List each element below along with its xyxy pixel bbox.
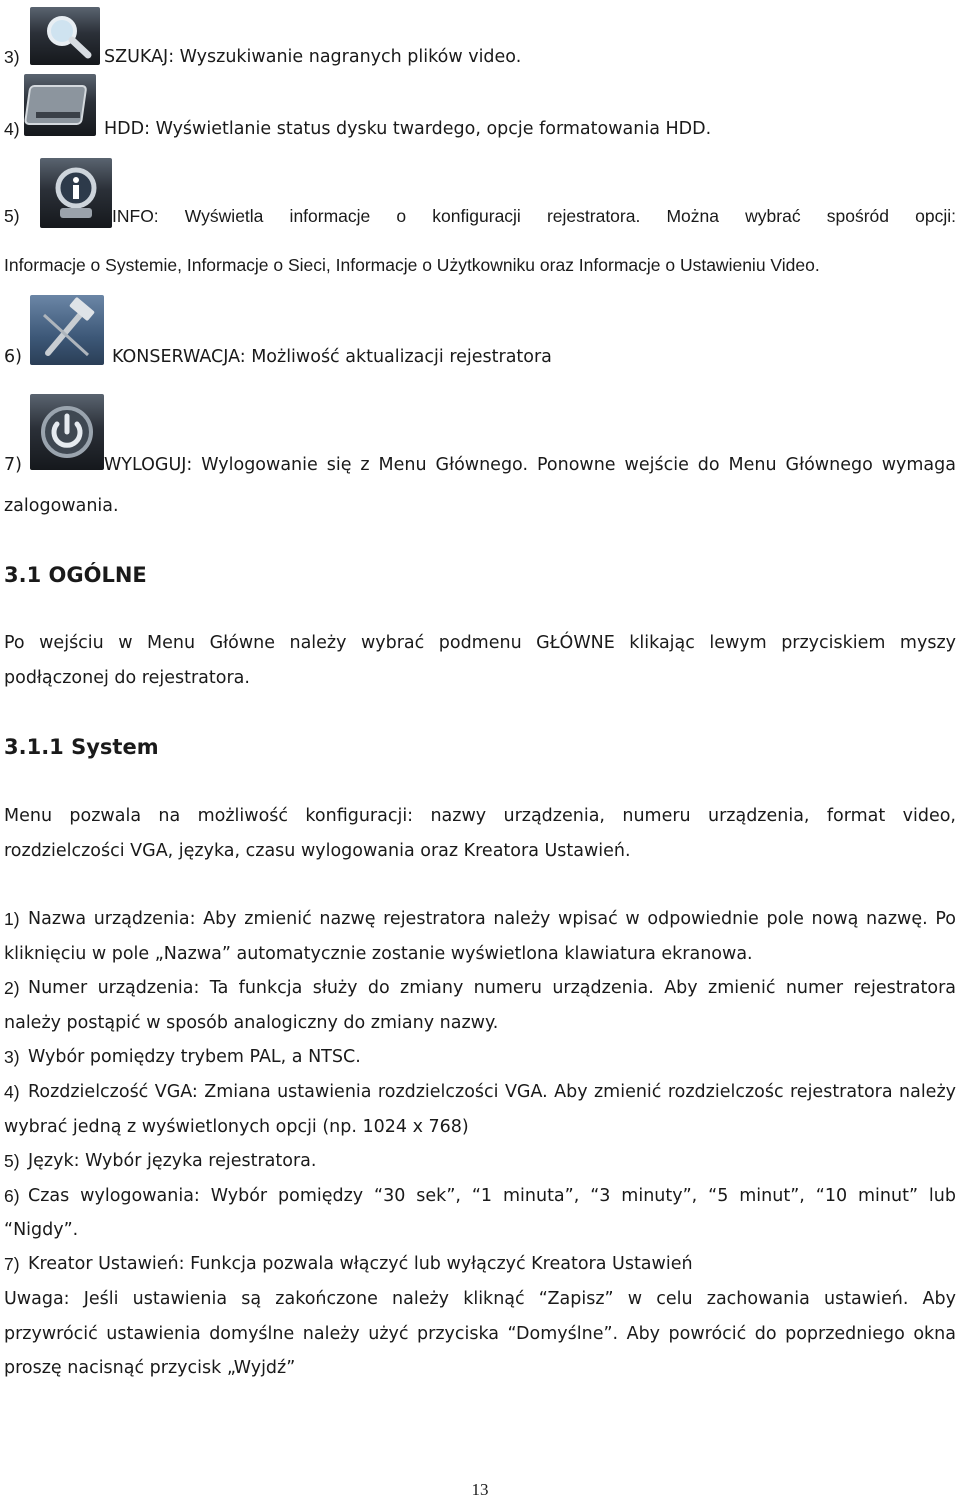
list-item-2-line2: należy postąpić w sposób analogiczny do zmiany nazwy. [4, 1013, 499, 1033]
item-6-text: KONSERWACJA: Możliwość aktualizacji rejestratora [112, 347, 552, 367]
list-item-5-line1: Język: Wybór języka rejestratora. [28, 1151, 317, 1171]
item-5-text-line1: INFO: Wyświetla informacje o konfiguracji rejestratora. Można wybrać spośród opcji: [112, 206, 956, 226]
page-number: 13 [471, 1480, 489, 1499]
hdd-icon [24, 74, 96, 136]
item-3-text: SZUKAJ: Wyszukiwanie nagranych plików video. [104, 47, 522, 67]
note-line1: Uwaga: Jeśli ustawienia są zakończone należy kliknąć “Zapisz” w celu zachowania ustawień. Aby [4, 1289, 956, 1309]
item-7-text-line2: zalogowania. [4, 496, 119, 516]
item-7-text-line1: WYLOGUJ: Wylogowanie się z Menu Głównego. Ponowne wejście do Menu Głównego wymaga [104, 455, 956, 475]
subsection-heading: 3.1.1 System [4, 735, 159, 759]
item-4-number: 4) [4, 119, 20, 139]
item-5-number: 5) [4, 206, 20, 226]
list-item-2-number: 2) [4, 978, 20, 998]
note-line3: proszę nacisnąć przycisk „Wyjdź” [4, 1358, 296, 1378]
item-3-number: 3) [4, 47, 20, 67]
list-item-5-number: 5) [4, 1151, 20, 1171]
list-item-6-number: 6) [4, 1186, 20, 1206]
list-item-6-line1: Czas wylogowania: Wybór pomiędzy “30 sek”, “1 minuta”, “3 minuty”, “5 minut”, “10 minut” lub [28, 1186, 956, 1206]
list-item-3-line1: Wybór pomiędzy trybem PAL, a NTSC. [28, 1047, 361, 1067]
maintenance-icon [30, 295, 104, 365]
subsection-intro-line1: Menu pozwala na możliwość konfiguracji: nazwy urządzenia, numeru urządzenia, format video, [4, 806, 956, 826]
list-item-4-line1: Rozdzielczość VGA: Zmiana ustawienia rozdzielczości VGA. Aby zmienić rozdzielczośc rejestratora należy [28, 1082, 956, 1102]
list-item-6-line2: “Nigdy”. [4, 1220, 79, 1240]
list-item-3-number: 3) [4, 1047, 20, 1067]
note-line2: przywrócić ustawienia domyślne należy użyć przyciska “Domyślne”. Aby powrócić do poprzedniego okna [4, 1324, 956, 1344]
search-icon [30, 7, 100, 65]
power-icon [30, 394, 104, 470]
list-item-4-line2: wybrać jedną z wyświetlonych opcji (np. 1024 x 768) [4, 1117, 469, 1137]
list-item-7-line1: Kreator Ustawień: Funkcja pozwala włączyć lub wyłączyć Kreatora Ustawień [28, 1254, 693, 1274]
list-item-1-number: 1) [4, 909, 20, 929]
list-item-1-line2: kliknięciu w pole „Nazwa” automatycznie zostanie wyświetlona klawiatura ekranowa. [4, 944, 753, 964]
list-item-2-line1: Numer urządzenia: Ta funkcja służy do zmiany numeru urządzenia. Aby zmienić numer rejestratora [28, 978, 956, 998]
item-6-number: 6) [4, 347, 22, 367]
list-item-7-number: 7) [4, 1254, 20, 1274]
item-5-text-line2: Informacje o Systemie, Informacje o Sieci, Informacje o Użytkowniku oraz Informacje o Ustawieniu Video. [4, 255, 820, 275]
section-para-line1: Po wejściu w Menu Główne należy wybrać podmenu GŁÓWNE klikając lewym przyciskiem myszy [4, 633, 956, 653]
section-para-line2: podłączonej do rejestratora. [4, 668, 250, 688]
item-7-number: 7) [4, 455, 22, 475]
list-item-4-number: 4) [4, 1082, 20, 1102]
section-heading: 3.1 OGÓLNE [4, 563, 147, 587]
item-4-text: HDD: Wyświetlanie status dysku twardego, opcje formatowania HDD. [104, 119, 712, 139]
info-icon [40, 158, 112, 228]
list-item-1-line1: Nazwa urządzenia: Aby zmienić nazwę rejestratora należy wpisać w odpowiednie pole nową nazwę. Po [28, 909, 956, 929]
subsection-intro-line2: rozdzielczości VGA, języka, czasu wylogowania oraz Kreatora Ustawień. [4, 841, 631, 861]
